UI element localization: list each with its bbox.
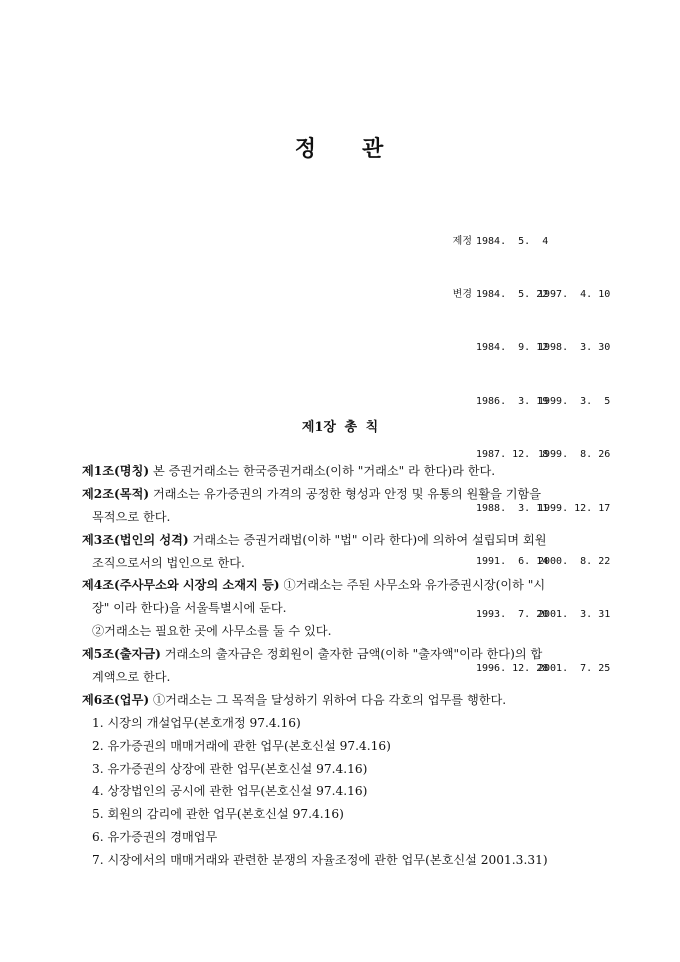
history-date: 1991. 6. 14: [476, 555, 549, 567]
article-heading: 제3조(법인의 성격): [82, 532, 189, 547]
article-2: [82, 483, 602, 506]
title-char-right: 관: [362, 136, 386, 162]
history-date: 1993. 7. 20: [476, 609, 549, 621]
article-1: [82, 460, 602, 483]
list-item: 5. 회원의 감리에 관한 업무(본호신설 97.4.16): [92, 807, 344, 822]
history-date: 1986. 3. 19: [476, 395, 549, 407]
history-row: [420, 286, 611, 304]
article-5: [82, 643, 602, 666]
history-label: 변경: [452, 288, 472, 300]
history-date: 1987. 12. 8: [476, 449, 549, 461]
article-3: [82, 529, 602, 552]
history-date: 1997. 4. 10: [538, 288, 611, 300]
history-date: 1984. 9. 12: [476, 342, 549, 354]
history-date: 1996. 12. 28: [476, 662, 549, 674]
article-heading: 제2조(목적): [82, 486, 150, 501]
article-6: [82, 689, 602, 712]
list-item: 3. 유가증권의 상장에 관한 업무(본호신설 97.4.16): [92, 761, 368, 776]
history-date: 1999. 8. 26: [538, 449, 611, 461]
history-date: 1999. 3. 5: [538, 395, 611, 407]
articles-body: [82, 460, 611, 872]
article-continuation: 계액으로 한다.: [92, 670, 171, 685]
article-text: 거래소는 유가증권의 가격의 공정한 형성과 안정 및 유통의 원활을 기함을: [149, 486, 542, 501]
article-heading: 제5조(출자금): [82, 647, 161, 662]
list-item: 2. 유가증권의 매매거래에 관한 업무(본호신설 97.4.16): [92, 738, 391, 753]
list-item: 4. 상장법인의 공시에 관한 업무(본호신설 97.4.16): [92, 784, 368, 799]
history-row: [420, 233, 600, 251]
history-date: 1999. 12. 17: [538, 502, 611, 514]
history-date: 1988. 3. 11: [476, 502, 549, 514]
history-date: 1984. 5. 22: [476, 288, 549, 300]
article-paragraph: ②거래소는 필요한 곳에 사무소를 둘 수 있다.: [92, 624, 332, 639]
article-text: ①거래소는 주된 사무소와 유가증권시장(이하 "시: [279, 578, 546, 593]
history-row: [420, 339, 611, 357]
list-item: 6. 유가증권의 경매업무: [92, 830, 218, 845]
article-heading: 제6조(업무): [82, 692, 150, 707]
history-date: 2001. 7. 25: [538, 662, 611, 674]
document-title: [0, 132, 680, 163]
article-heading: 제1조(명칭): [82, 464, 150, 478]
history-row: [420, 393, 611, 411]
article-text: 본 증권거래소는 한국증권거래소(이하 "거래소" 라 한다)라 한다.: [149, 464, 496, 478]
article-text: 거래소의 출자금은 정회원이 출자한 금액(이하 "출자액"이라 한다)의 합: [160, 647, 543, 662]
history-label: 제정: [452, 235, 472, 247]
article-continuation: 조직으로서의 법인으로 한다.: [92, 555, 245, 570]
article-heading: 제4조(주사무소와 시장의 소재지 등): [82, 578, 280, 593]
article-4: [82, 574, 602, 597]
history-date: 1998. 3. 30: [538, 342, 611, 354]
article-continuation: 목적으로 한다.: [92, 509, 171, 524]
list-item: 7. 시장에서의 매매거래와 관련한 분쟁의 자율조정에 관한 업무(본호신설 2001.3.31): [92, 853, 548, 868]
chapter-heading: 제1장 총 칙: [301, 420, 379, 435]
title-char-left: 정: [294, 136, 318, 162]
article-continuation: 장" 이라 한다)을 서울특별시에 둔다.: [92, 601, 287, 616]
history-date: 1984. 5. 4: [476, 235, 549, 247]
list-item: 1. 시장의 개설업무(본호개정 97.4.16): [92, 715, 301, 730]
history-date: 2000. 8. 22: [538, 555, 611, 567]
history-date: 2001. 3. 31: [538, 609, 611, 621]
article-text: 거래소는 증권거래법(이하 "법" 이라 한다)에 의하여 설립되며 회원: [188, 532, 547, 547]
article-text: ①거래소는 그 목적을 달성하기 위하여 다음 각호의 업무를 행한다.: [149, 692, 507, 707]
